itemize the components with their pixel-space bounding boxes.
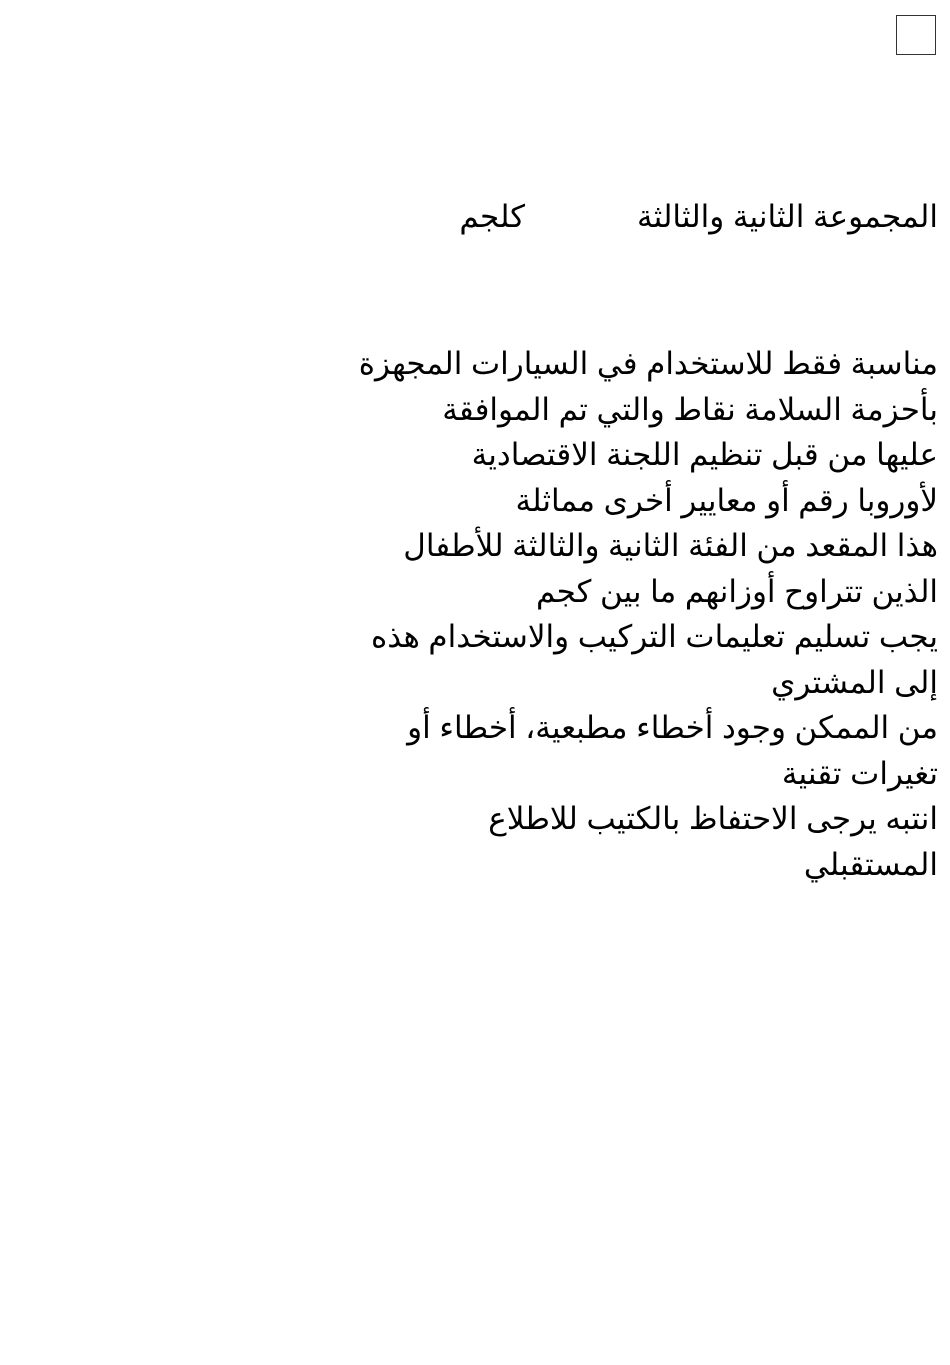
- body-line: انتبه يرجى الاحتفاظ بالكتيب للاطلاع: [488, 801, 938, 836]
- body-line: إلى المشتري: [771, 664, 938, 700]
- body-line: تغيرات تقنية: [781, 755, 938, 791]
- body-text: [358, 341, 938, 887]
- body-line: لأوروبا رقم أو معايير أخرى مماثلة: [515, 482, 938, 518]
- heading-row: [378, 192, 938, 242]
- body-line: مناسبة فقط للاستخدام في السيارات المجهزة: [358, 346, 938, 381]
- body-line: عليها من قبل تنظيم اللجنة الاقتصادية: [471, 437, 938, 472]
- body-line: يجب تسليم تعليمات التركيب والاستخدام هذه: [370, 619, 938, 654]
- body-line: الذين تتراوح أوزانهم ما بين كجم: [535, 573, 938, 609]
- heading-title: المجموعة الثانية والثالثة: [637, 199, 938, 234]
- body-line: المستقبلي: [803, 846, 938, 882]
- body-line: بأحزمة السلامة نقاط والتي تم الموافقة: [442, 391, 938, 427]
- body-line: هذا المقعد من الفئة الثانية والثالثة للأطفال: [403, 528, 938, 563]
- heading-unit: كلجم: [459, 199, 525, 234]
- body-line: من الممكن وجود أخطاء مطبعية، أخطاء أو: [407, 710, 938, 745]
- page-corner-box: [896, 15, 936, 55]
